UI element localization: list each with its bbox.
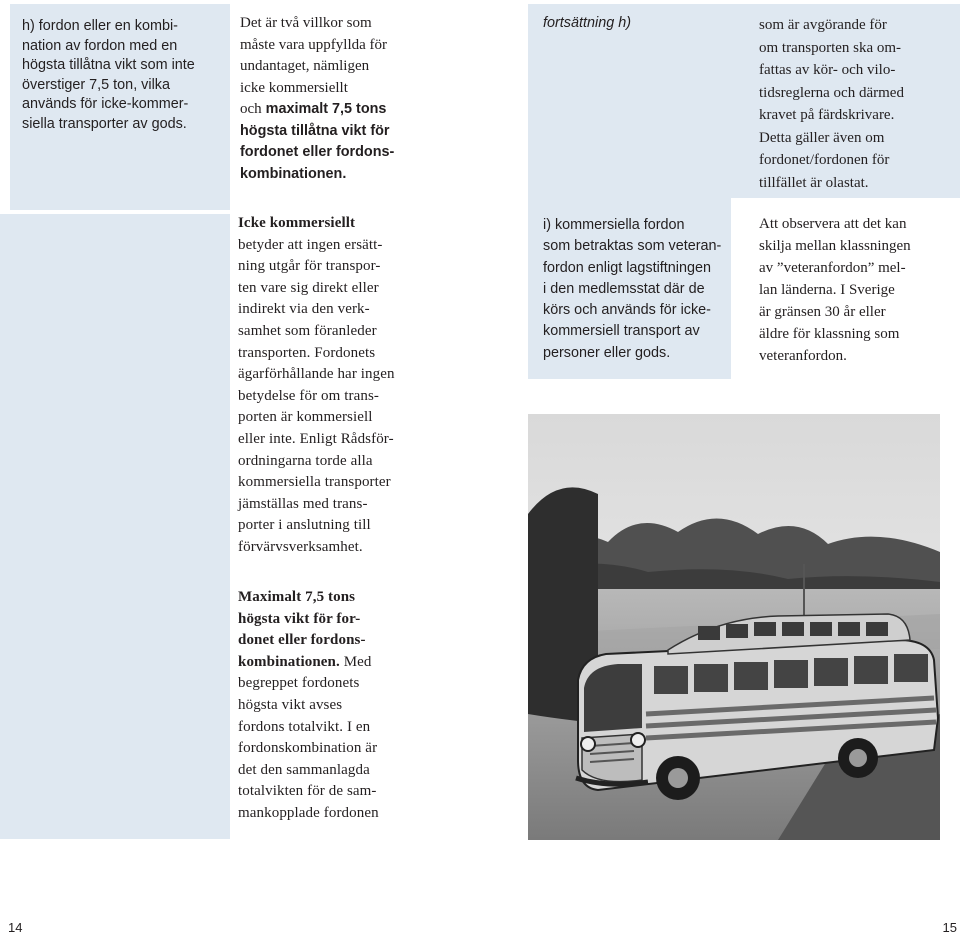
definition-i-text: i) kommersiella fordon som betraktas som veteran- fordon enligt lagstiftningen i den medlemsstat där de körs och används för icke- kommersiell transport av personer eller gods. [543,217,722,361]
veteran-note-text: Att observera att det kan skilja mellan klassningen av ”veteranfordon” mel- lan länderna. I Sverige är gränsen 30 år eller äldre för klassning som veteranfordon. [759,216,911,364]
continued-label: fortsättning h) [543,15,631,31]
intro-text-weight: maximalt 7,5 tons högsta tillåtna vikt för fordonet eller fordons- kombinationen. [240,101,395,182]
intro-text: Det är två villkor som måste vara uppfyllda för undantaget, nämligen icke kommersiellt [240,15,388,96]
section-non-commercial-heading: Icke kommersiellt [238,215,356,231]
page-number-right: 15 [942,920,957,935]
definition-h-text: h) fordon eller en kombi- nation av fordon med en högsta tillåtna vikt som inte överstiger 7,5 ton, vilka används för icke-kommer- siella transporter av gods. [22,18,195,132]
intro-text-and: och [240,101,262,117]
vintage-bus-photo [528,414,940,840]
page-number-left: 14 [8,920,23,935]
section-max-weight-body: Med begreppet fordonets högsta vikt avses fordons totalvikt. I en fordonskombination är det den sammanlagda totalvikten för de sam- mankopplade fordonen [238,653,379,821]
continued-text: som är avgörande för om transporten ska om- fattas av kör- och vilo- tidsreglerna och därmed kravet på färdskrivare. Detta gäller även om fordonet/fordonen för tillfället är olastat. [759,17,904,191]
section-max-weight-heading: Maximalt 7,5 tons högsta vikt för for- donet eller fordons- kombinationen. [238,589,366,670]
definition-box-h [10,4,230,210]
left-side-band [0,214,230,839]
intro-text-bold [240,99,440,185]
right-page [480,0,960,938]
section-max-weight [238,587,438,825]
section-non-commercial-body: betyder att ingen ersätt- ning utgår för transpor- ten vare sig direkt eller indirekt via den verk- samhet som föranleder transporten. Fordonets ägarförhållande har ingen betydelse för om trans- porten är kommersiell eller inte. Enligt Rådsför- ordningarna torde alla kommersiella transporter jämställas med trans- porter i anslutning till förvärvsverksamhet. [238,236,395,555]
section-non-commercial [238,213,438,559]
intro-paragraph [240,13,440,185]
